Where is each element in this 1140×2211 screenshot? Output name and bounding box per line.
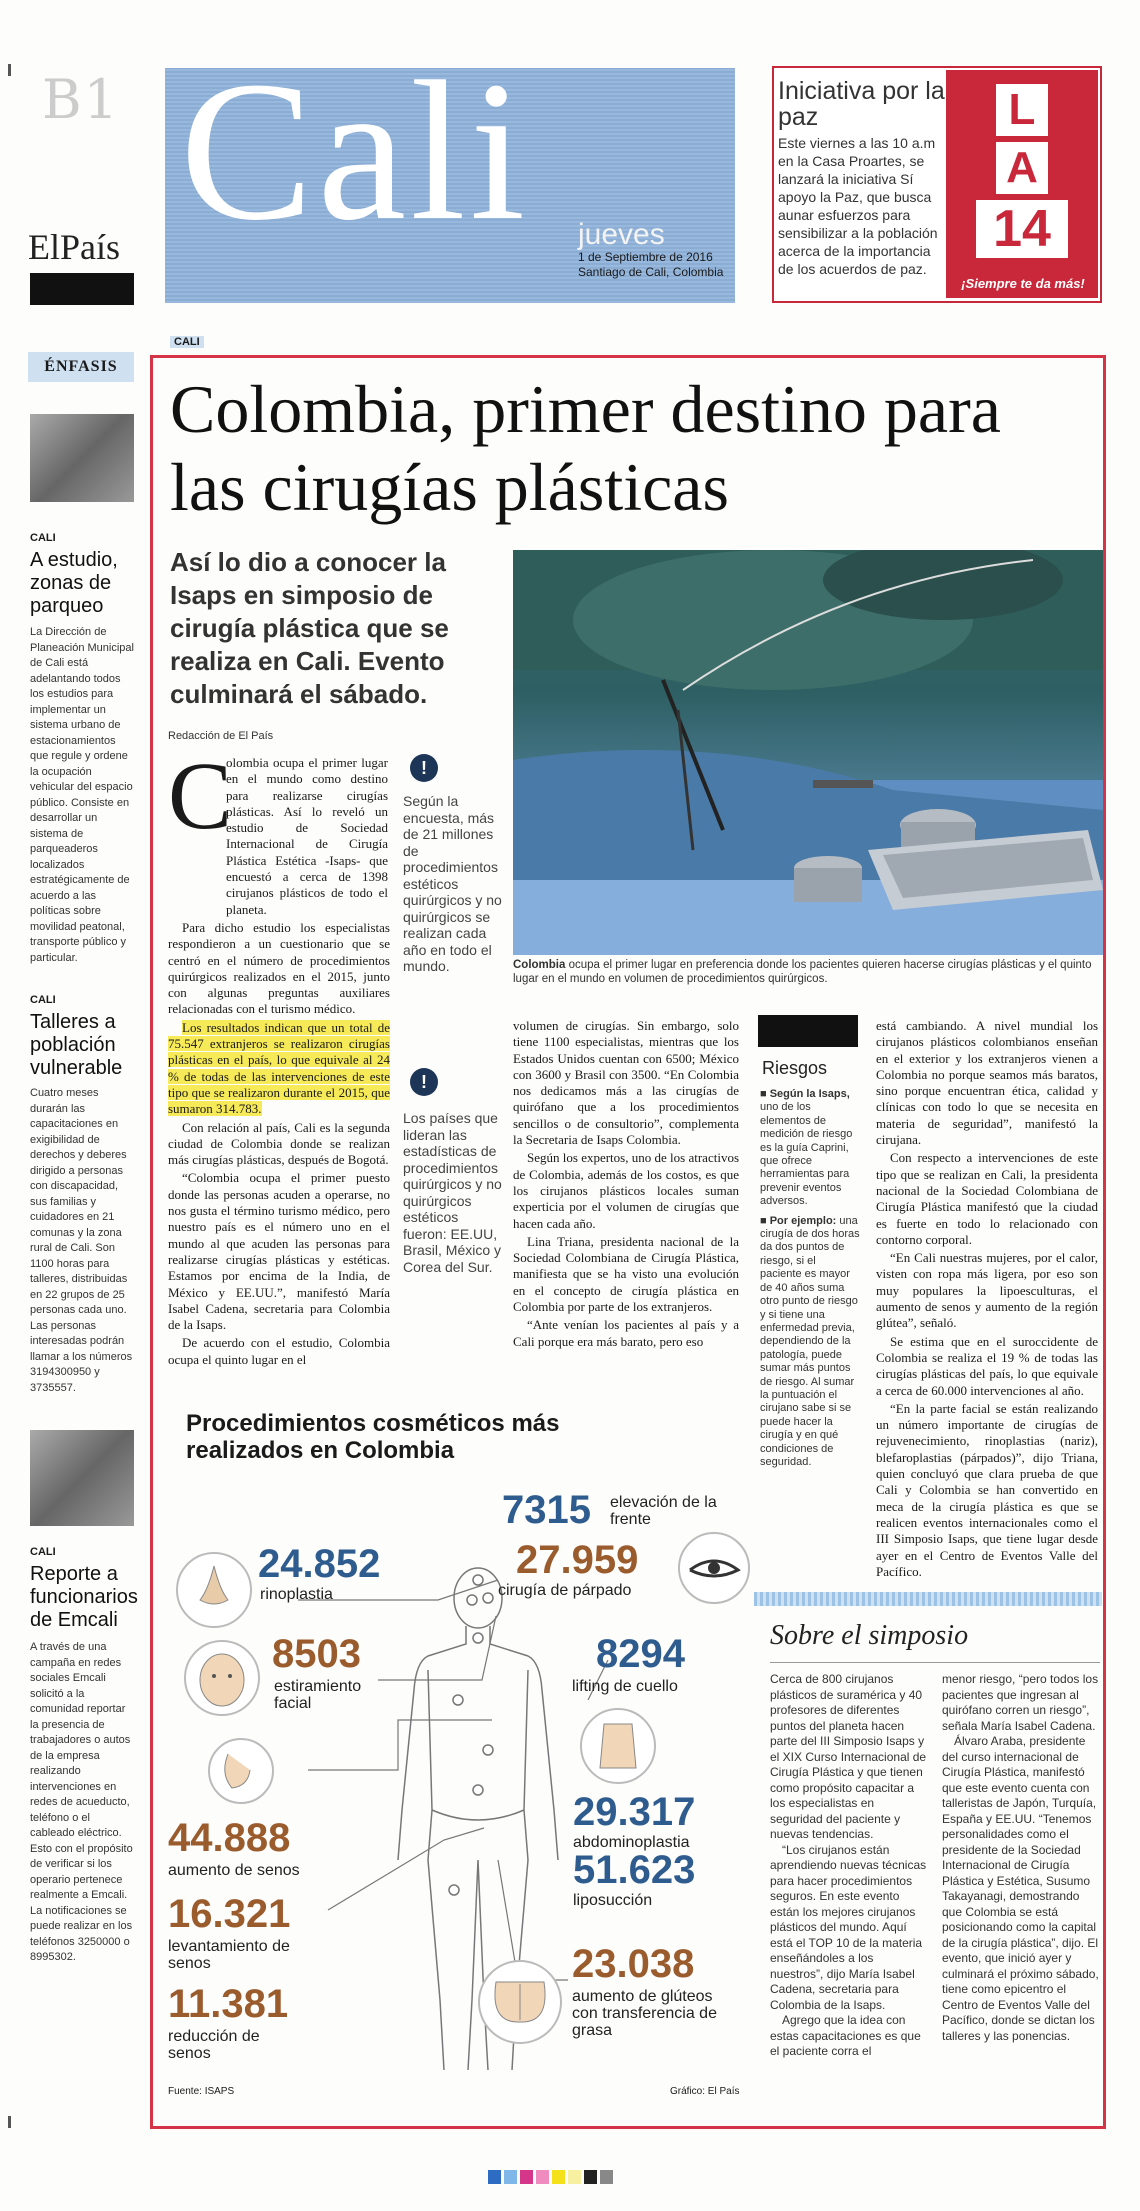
infographic bbox=[168, 1470, 748, 2088]
torso-graphic bbox=[582, 1710, 654, 1782]
stat-value: 16.321 bbox=[168, 1892, 291, 1936]
color-swatch bbox=[536, 2170, 549, 2184]
simposio-col2 bbox=[942, 1672, 1100, 2044]
brief-headline-emcali[interactable]: Reporte a funcionarios de Emcali bbox=[30, 1563, 138, 1631]
article-paragraph: “Ante venían los pacientes al país y a Cali porque era más barato, pero eso bbox=[513, 1317, 739, 1349]
simposio-paragraph: Cerca de 800 cirujanos plásticos de suramérica y 40 profesores de diferentes puntos del planeta hacen parte del III Simposio Isaps y el XIX Curso Internacional de Cirugía Plástica y que tienen como propósito capacitar a los especialistas en seguridad del paciente y nuevas tendencias. bbox=[770, 1672, 927, 1841]
stat-value: 23.038 bbox=[572, 1942, 695, 1986]
article-paragraph: De acuerdo con el estudio, Colombia ocupa el quinto lugar en el bbox=[168, 1335, 390, 1367]
enfasis-tag: ÉNFASIS bbox=[28, 352, 134, 382]
stat-value: 27.959 bbox=[516, 1538, 639, 1582]
brief-body-parking: La Dirección de Planeación Municipal de Cali está adelantando todos los estudios para implementar un sistema urbano de estacionamientos que regule y ordene la ocupación vehicular del espacio público. Consiste en desarrollar un sistema de parqueaderos localizados estratégicamente de acuerdo a las políticas sobre movilidad peatonal, transporte público y particular. bbox=[30, 626, 134, 964]
color-swatch bbox=[488, 2170, 501, 2184]
face-graphic bbox=[186, 1642, 258, 1714]
article-headline[interactable]: Colombia, primer destino para las cirugías plásticas bbox=[170, 371, 1001, 525]
article-paragraph: “En la parte facial se están realizando un número importante de cirugías de rejuvenecimiento, rinoplastias (nariz), blefaroplastias (párpados)”, dijo Triana, quien concluyó que clara prueba de que Cali y Colombia se han convertido en meca de la cirugía plástica es que se realicen eventos internacionales como el III Simposio Isaps, que tiene lugar desde ayer en el Centro de Eventos Valle del Pacífico. bbox=[876, 1400, 1098, 1579]
brief-headline-parking[interactable]: A estudio, zonas de parqueo bbox=[30, 549, 118, 617]
surgery-photo bbox=[513, 550, 1103, 955]
stat-label: rinoplastia bbox=[260, 1586, 333, 1603]
stat-value: 44.888 bbox=[168, 1816, 291, 1860]
infographic-source: Fuente: ISAPS bbox=[168, 2086, 235, 2097]
article-paragraph: Con respecto a intervenciones de este tipo que se realizan en Cali, la presidenta nacional de la Sociedad Colombiana de Cirugía Plástica manifestó que la ciudad es fuerte en todo lo relacionado con contorno corporal. bbox=[876, 1150, 1098, 1247]
article-paragraph: Para dicho estudio los especialistas respondieron a un cuestionario que se centró en el número de procedimientos quirúrgicos realizados en el 2015, junto con algunas preguntas auxiliares relacionadas con el turismo médico. bbox=[168, 920, 390, 1017]
article-col1 bbox=[168, 920, 390, 1368]
brief-body-emcali: A través de una campaña en redes sociales Emcali solicitó a la comunidad reportar la presencia de trabajadores o autos de la empresa realizando intervenciones en redes de acueducto, teléfono o el cableado eléctrico. Esto con el propósito de verificar si los operario pertenece realmente a Emcali. La notificaciones se puede realizar en los teléfonos 3250000 o 8995302. bbox=[30, 1641, 133, 1963]
edition-date-line: 1 de Septiembre de 2016 bbox=[578, 250, 713, 264]
face-icon bbox=[184, 1640, 260, 1716]
stat-label: abdominoplastia bbox=[573, 1834, 690, 1851]
photo-caption bbox=[513, 958, 1098, 986]
article-paragraph: Con relación al país, Cali es la segunda ciudad de Colombia donde se realizan más cirugías plásticas, después de Bogotá. bbox=[168, 1119, 390, 1168]
stat-value: 51.623 bbox=[573, 1848, 696, 1892]
stat-label: liposucción bbox=[573, 1892, 653, 1909]
brief-headline-talleres[interactable]: Talleres a población vulnerable bbox=[30, 1011, 123, 1079]
torso-icon bbox=[580, 1708, 656, 1784]
article-paragraph: está cambiando. A nivel mundial los cirujanos plásticos colombianos enseñan en el exterior y los extranjeros vienen a Colombia no porque seamos más baratos, sino porque encuentran ética, calidad y clínicas con todo lo que se necesita en materia de seguridad”, manifestó la cirujana. bbox=[876, 1018, 1098, 1148]
callout-countries: Los países que lideran las estadísticas de procedimientos quirúrgicos y no quirúrgicos estéticos fueron: EE.UU, Brasil, México y Corea del Sur. bbox=[403, 1110, 502, 1275]
stat-label: estiramiento facial bbox=[274, 1678, 362, 1712]
eye-icon bbox=[678, 1532, 750, 1604]
riesgos-item-text: una cirugía de dos horas da dos puntos de riesgo, si el paciente es mayor de 40 años suma otro punto de riesgo y si tiene una enfermedad previa, dependiendo de la patología, puede sumar más puntos de riesgo. Al sumar la puntuación el cirujano sabe si se puede hacer la cirugía y en qué condiciones de seguridad. bbox=[760, 1214, 860, 1468]
drop-cap: C bbox=[168, 742, 233, 849]
riesgos-item-text: uno de los elementos de medición de riesgo es la guía Caprini, que ofrece herramientas para prevenir eventos adversos. bbox=[760, 1101, 853, 1208]
stat-label: elevación de la frente bbox=[610, 1494, 717, 1528]
color-swatch bbox=[600, 2170, 613, 2184]
stat-value: 8294 bbox=[596, 1632, 685, 1676]
riesgos-bar bbox=[758, 1015, 858, 1047]
article-byline: Redacción de El País bbox=[168, 730, 274, 742]
riesgos-body bbox=[760, 1088, 860, 1469]
stat-label: lifting de cuello bbox=[572, 1678, 678, 1695]
stat-value: 29.317 bbox=[573, 1790, 696, 1834]
brief-body-talleres: Cuatro meses durarán las capacitaciones en exigibilidad de derechos y deberes dirigido a personas con discapacidad, sus familias y cuidadores en 21 comunas y la zona rural de Cali. Son 1100 horas para talleres, distribuidas en 22 grupos de 25 personas cada uno. Las personas interesadas podrán llamar a los números 3194300950 y 3735557. bbox=[30, 1087, 133, 1394]
eye-graphic bbox=[680, 1534, 748, 1602]
callout-survey: Según la encuesta, más de 21 millones de procedimientos estéticos quirúrgicos y no quirúrgicos se realizan cada año en todo el mundo. bbox=[403, 793, 502, 974]
article-paragraph: Lina Triana, presidenta nacional de la Sociedad Colombiana de Cirugía Plástica, manifiesta que se ha visto una evolución en el concepto de cirugía plástica en Colombia por parte de los extranjeros. bbox=[513, 1233, 739, 1315]
brief-kicker: CALI bbox=[30, 994, 56, 1006]
section-tag: CALI bbox=[170, 336, 204, 348]
stat-value: 7315 bbox=[502, 1488, 591, 1532]
simposio-paragraph: Agrego que la idea con estas capacitaciones es que el paciente corra el bbox=[770, 2013, 921, 2058]
edge-mark bbox=[8, 64, 11, 76]
article-paragraph: “Colombia ocupa el primer puesto donde las personas acuden a operarse, no nos gusta el término turismo médico, pero nuestro país es el número uno en el mundo al que acuden las personas para realizarse cirugías plásticas y estéticas. Estamos por encima de la India, de México y EE.UU.”, manifestó María Isabel Cadena, secretaria para Colombia de la Isaps. bbox=[168, 1170, 390, 1333]
logo-bar bbox=[30, 273, 134, 305]
highlighted-text: Los resultados indican que un total de 75.547 extranjeros se realizaron cirugías plásticas en el país, lo que equivale al 24 % de todas de las intervenciones de este tipo que se realizaron durante el 2015, que sumaron 314.783. bbox=[168, 1019, 390, 1117]
emcali-photo bbox=[30, 1430, 134, 1526]
simposio-paragraph: menor riesgo, “pero todos los pacientes que ingresan al quirófano corren un riesgo”, señala María Isabel Cadena. bbox=[942, 1672, 1099, 1733]
article-paragraph: volumen de cirugías. Sin embargo, solo tiene 1100 especialistas, mientras que los Estados Unidos cuentan con 6500; México con 3600 y Brasil con 3500. “En Colombia nos dedicamos más a las cirugías de quirófano que a los procedimientos sencillos o de consultorio”, complementa la Secretaria de Isaps Colombia. bbox=[513, 1018, 739, 1148]
brief-kicker: CALI bbox=[30, 532, 56, 544]
simposio-paragraph: “Los cirujanos están aprendiendo nuevas técnicas para hacer procedimientos seguros. En este evento están los mejores cirujanos plásticos del mundo. Aquí está el TOP 10 de la materia enseñándoles a los nuestros”, dijo María Isabel Cadena, secretaria para Colombia de la Isaps. bbox=[770, 1842, 927, 2012]
infographic-credit: Gráfico: El País bbox=[670, 2086, 740, 2097]
article-col2 bbox=[513, 1018, 739, 1350]
la14-letter-a: A bbox=[996, 142, 1048, 194]
section-code: B1 bbox=[42, 68, 121, 131]
breast-graphic bbox=[210, 1740, 272, 1802]
article-paragraph-highlight bbox=[168, 1020, 390, 1118]
riesgos-item: ■ Según la Isaps, uno de los elementos de medición de riesgo es la guía Caprini, que ofrece herramientas para prevenir eventos adversos. bbox=[760, 1088, 853, 1208]
riesgos-item: ■ Por ejemplo: una cirugía de dos horas da dos puntos de riesgo, si el paciente es mayor de 40 años suma otro punto de riesgo y si tiene una enfermedad previa, dependiendo de la patología, puede sumar más puntos de riesgo. Al sumar la puntuación el cirujano sabe si se puede hacer la cirugía y en qué condiciones de seguridad. bbox=[760, 1214, 860, 1468]
stat-value: 8503 bbox=[272, 1632, 361, 1676]
edge-mark bbox=[8, 2116, 11, 2128]
simposio-band bbox=[754, 1592, 1102, 1606]
color-swatch bbox=[520, 2170, 533, 2184]
el-pais-logo[interactable]: ElPaís bbox=[28, 227, 121, 267]
la14-number: 14 bbox=[976, 200, 1068, 258]
infographic-title: Procedimientos cosméticos más realizados en Colombia bbox=[186, 1410, 560, 1464]
riesgos-item-lead: Por ejemplo: bbox=[769, 1214, 837, 1227]
article-paragraph: olombia ocupa el primer lugar en el mundo como destino para realizarse cirugías plásticas. Así lo reveló un estudio de Sociedad Internacional de Cirugía Plástica Estética -Isaps- que encuestó a cerca de 1398 cirujanos plásticos de todo el planeta. bbox=[226, 755, 388, 917]
stat-value: 24.852 bbox=[258, 1542, 381, 1586]
article-paragraph: Según los expertos, uno de los atractivos de Colombia, además de los costos, es que los cirujanos plásticos locales suman experticia por el volumen de cirugías que hacen cada año. bbox=[513, 1150, 739, 1231]
surgery-illustration bbox=[513, 550, 1103, 955]
stat-label: cirugía de párpado bbox=[498, 1582, 632, 1599]
edition-date bbox=[578, 250, 723, 280]
simposio-title: Sobre el simposio bbox=[770, 1620, 969, 1651]
edition-place-line: Santiago de Cali, Colombia bbox=[578, 265, 724, 279]
la14-slogan: ¡Siempre te da más! bbox=[961, 276, 1085, 291]
stat-label: aumento de senos bbox=[168, 1862, 300, 1879]
promo-title[interactable]: Iniciativa por la paz bbox=[778, 77, 945, 131]
photo-caption-lead: Colombia bbox=[513, 959, 566, 971]
photo-caption-text: ocupa el primer lugar en preferencia donde los pacientes quieren hacerse cirugías plásticas y el quinto lugar en el mundo en volumen de procedimientos quirúrgicos. bbox=[513, 959, 1092, 985]
simposio-col1 bbox=[770, 1672, 928, 2060]
stat-label: aumento de glúteos con transferencia de grasa bbox=[572, 1988, 717, 2039]
simposio-divider bbox=[770, 1662, 1100, 1663]
nose-icon bbox=[176, 1552, 252, 1628]
stat-value: 11.381 bbox=[168, 1982, 289, 2026]
buttocks-graphic bbox=[480, 1962, 560, 2042]
buttocks-icon bbox=[478, 1960, 562, 2044]
stat-label: levantamiento de senos bbox=[168, 1938, 290, 1972]
exclamation-icon: ! bbox=[410, 1068, 438, 1096]
article-paragraph: Se estima que en el suroccidente de Colombia se realiza el 19 % de todas las cirugías plásticas del país, lo que equivale a cerca de 60.000 intervenciones al año. bbox=[876, 1333, 1098, 1398]
nose-graphic bbox=[178, 1554, 250, 1626]
promo-text: Este viernes a las 10 a.m en la Casa Proartes, se lanzará la iniciativa Sí apoyo la Paz, que busca aunar esfuerzos para sensibilizar a la población acerca de la importancia de los acuerdos de paz. bbox=[778, 135, 938, 277]
color-swatch bbox=[552, 2170, 565, 2184]
stat-label: reducción de senos bbox=[168, 2028, 260, 2062]
article-col3 bbox=[876, 1018, 1098, 1580]
simposio-paragraph: Álvaro Araba, presidente del curso internacional de Cirugía Plástica, manifestó que este evento cuenta con talleristas de Japón, Turquía, España y EE.UU. “Tenemos personalidades como el presidente de la Sociedad Internacional de Cirugía Plástica y Estética, Susumo Takayanagi, demostrando que Colombia se está posicionando como la capital de la cirugía plástica”, dijo. El evento, que inició ayer y culminará el próximo sábado, tiene como epicentro el Centro de Eventos Valle del Pacífico, donde se dictan los talleres y las ponencias. bbox=[942, 1734, 1099, 2043]
color-swatch bbox=[504, 2170, 517, 2184]
print-color-bar bbox=[488, 2170, 613, 2184]
article-paragraph: “En Cali nuestras mujeres, por el calor, visten con ropa más ligera, por eso son muy populares la lipoesculturas, el aumento de senos y aumento de la región glútea”, señaló. bbox=[876, 1250, 1098, 1331]
la14-letter-l: L bbox=[996, 84, 1048, 136]
riesgos-item-lead: Según la Isaps, bbox=[769, 1088, 850, 1100]
brief-kicker: CALI bbox=[30, 1546, 56, 1558]
edition-day: jueves bbox=[578, 218, 665, 251]
breast-icon bbox=[208, 1738, 274, 1804]
riesgos-title: Riesgos bbox=[762, 1058, 828, 1078]
color-swatch bbox=[568, 2170, 581, 2184]
color-swatch bbox=[584, 2170, 597, 2184]
exclamation-icon: ! bbox=[410, 754, 438, 782]
cali-section-title: Cali bbox=[180, 41, 530, 262]
parking-photo bbox=[30, 414, 134, 502]
article-col1-top bbox=[226, 755, 388, 918]
article-subhead: Así lo dio a conocer la Isaps en simposio de cirugía plástica que se realiza en Cali. Evento culminará el sábado. bbox=[170, 547, 449, 709]
